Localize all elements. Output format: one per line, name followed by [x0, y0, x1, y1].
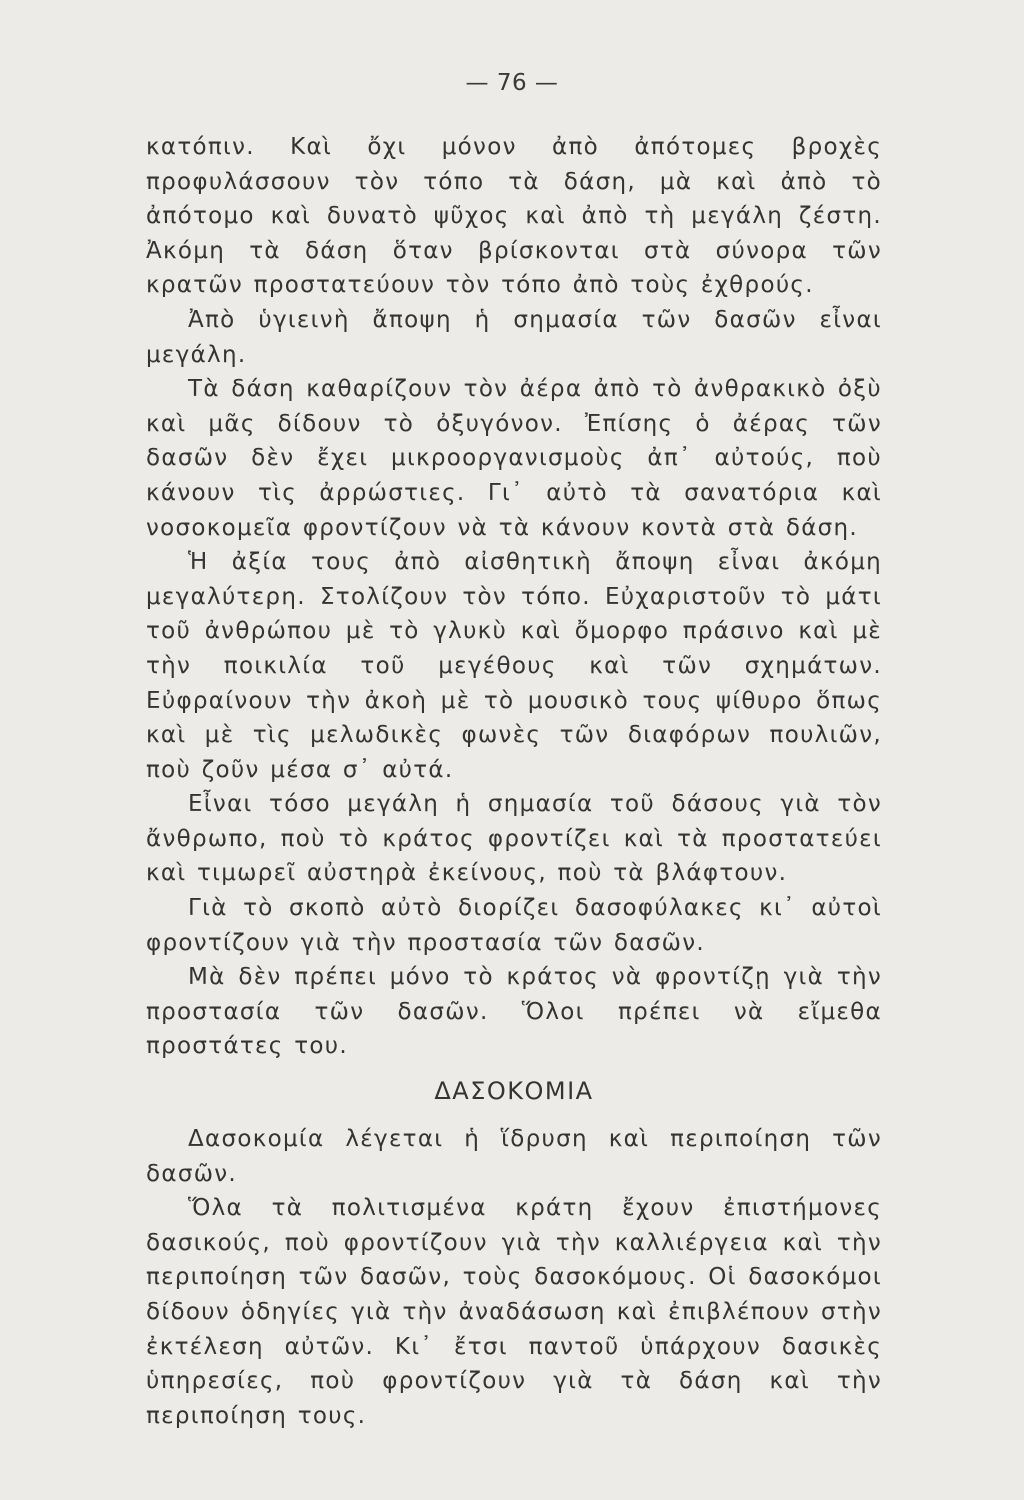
page-body [146, 130, 882, 1433]
paragraph: Γιὰ τὸ σκοπὸ αὐτὸ διορίζει δασοφύλακες κι᾽ αὐτοὶ φροντίζουν γιὰ τὴν προστασία τῶν δασῶν. [146, 895, 882, 956]
paragraph: κατόπιν. Καὶ ὄχι μόνον ἀπὸ ἀπότομες βροχὲς προφυλάσσουν τὸν τόπο τὰ δάση, μὰ καὶ ἀπὸ τὸ ἀπότομο καὶ δυνατὸ ψῦχος καὶ ἀπὸ τὴ μεγάλη ζέστη. Ἀκόμη τὰ δάση ὅταν βρίσκονται στὰ σύνορα τῶν κρατῶν προστατεύουν τὸν τόπο ἀπὸ τοὺς ἐχθρούς. [146, 134, 882, 299]
paragraph: Ἀπὸ ὑγιεινὴ ἄποψη ἡ σημασία τῶν δασῶν εἶναι μεγάλη. [146, 306, 882, 368]
page-number: — 76 — [465, 70, 559, 96]
section-heading: ΔΑΣΟΚΟΜΙΑ [434, 1077, 594, 1106]
paragraph: Τὰ δάση καθαρίζουν τὸν ἀέρα ἀπὸ τὸ ἀνθρακικὸ ὀξὺ καὶ μᾶς δίδουν τὸ ὀξυγόνον. Ἐπίσης ὁ ἀέρας τῶν δασῶν δὲν ἔχει μικροοργανισμοὺς ἀπ᾽ αὐτούς, ποὺ κάνουν τὶς ἀρρώστιες. Γι᾽ αὐτὸ τὰ σανατόρια καὶ νοσοκομεῖα φροντίζουν νὰ τὰ κάνουν κοντὰ στὰ δάση. [146, 376, 882, 541]
paragraph: Δασοκομία λέγεται ἡ ἵδρυση καὶ περιποίηση τῶν δασῶν. [146, 1126, 882, 1187]
paragraph: Εἶναι τόσο μεγάλη ἡ σημασία τοῦ δάσους γιὰ τὸν ἄνθρωπο, ποὺ τὸ κράτος φροντίζει καὶ τὰ προστατεύει καὶ τιμωρεῖ αὐστηρὰ ἐκείνους, ποὺ τὰ βλάφτουν. [146, 791, 882, 887]
paragraph: Ὅλα τὰ πολιτισμένα κράτη ἔχουν ἐπιστήμονες δασικούς, ποὺ φροντίζουν γιὰ τὴν καλλιέργεια καὶ τὴν περιποίηση τῶν δασῶν, τοὺς δασοκόμους. Οἱ δασοκόμοι δίδουν ὁδηγίες γιὰ τὴν ἀναδάσωση καὶ ἐπιβλέπουν στὴν ἐκτέλεση αὐτῶν. Κι᾽ ἔτσι παντοῦ ὑπάρχουν δασικὲς ὑπηρεσίες, ποὺ φροντίζουν γιὰ τὰ δάση καὶ τὴν περιποίηση τους. [146, 1195, 882, 1429]
paragraph: Μὰ δὲν πρέπει μόνο τὸ κράτος νὰ φροντίζῃ γιὰ τὴν προστασία τῶν δασῶν. Ὅλοι πρέπει νὰ εἴμεθα προστάτες του. [146, 964, 882, 1060]
paragraph: Ἡ ἀξία τους ἀπὸ αἰσθητικὴ ἄποψη εἶναι ἀκόμη μεγαλύτερη. Στολίζουν τὸν τόπο. Εὐχαριστοῦν τὸ μάτι τοῦ ἀνθρώπου μὲ τὸ γλυκὺ καὶ ὄμορφο πράσινο καὶ μὲ τὴν ποικιλία τοῦ μεγέθους καὶ τῶν σχημάτων. Εὐφραίνουν τὴν ἀκοὴ μὲ τὸ μουσικὸ τους ψίθυρο ὅπως καὶ μὲ τὶς μελωδικὲς φωνὲς τῶν διαφόρων πουλιῶν, ποὺ ζοῦν μέσα σ᾽ αὐτά. [146, 549, 882, 783]
